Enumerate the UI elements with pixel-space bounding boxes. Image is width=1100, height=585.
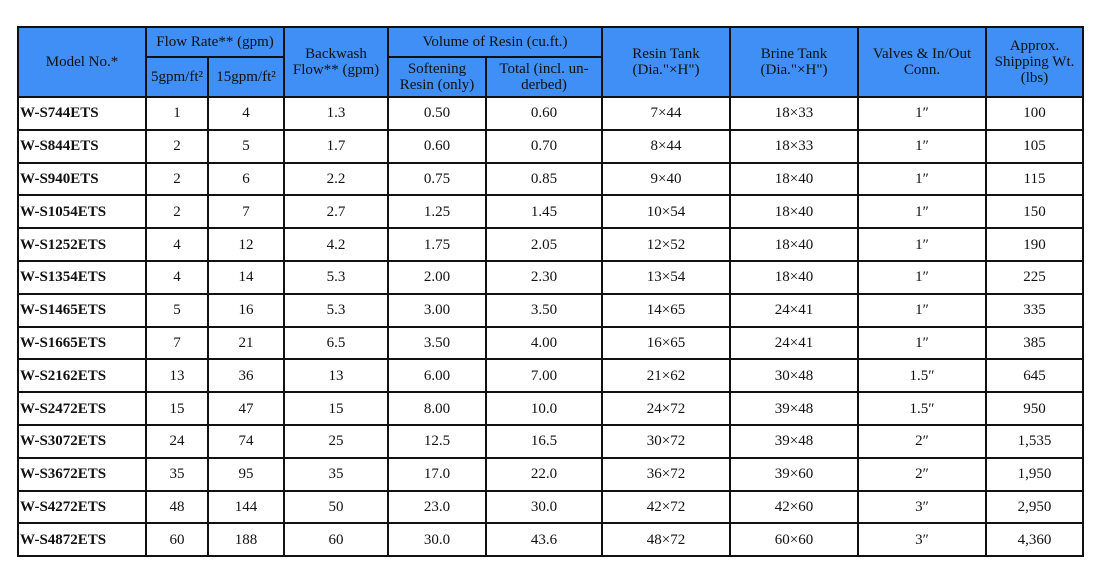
header-flow-15gpm: 15gpm/ft² xyxy=(208,57,284,97)
cell-weight: 150 xyxy=(986,195,1083,228)
cell-backwash: 35 xyxy=(284,458,388,491)
cell-resin-tank: 8×44 xyxy=(602,130,730,163)
table-row xyxy=(18,392,1083,425)
cell-flow-15gpm: 12 xyxy=(208,228,284,261)
cell-flow-15gpm: 95 xyxy=(208,458,284,491)
cell-total-resin: 2.30 xyxy=(486,261,602,294)
cell-flow-5gpm: 60 xyxy=(146,523,208,556)
cell-flow-15gpm: 21 xyxy=(208,327,284,360)
cell-total-resin: 10.0 xyxy=(486,392,602,425)
cell-weight: 335 xyxy=(986,294,1083,327)
cell-brine-tank: 60×60 xyxy=(730,523,858,556)
cell-backwash: 25 xyxy=(284,425,388,458)
cell-model: W-S4272ETS xyxy=(18,491,146,524)
cell-backwash: 2.2 xyxy=(284,163,388,196)
cell-brine-tank: 18×33 xyxy=(730,130,858,163)
header-resin-volume: Volume of Resin (cu.ft.) xyxy=(388,27,602,57)
cell-flow-5gpm: 5 xyxy=(146,294,208,327)
spec-table xyxy=(17,26,1084,557)
cell-weight: 645 xyxy=(986,359,1083,392)
cell-resin-tank: 42×72 xyxy=(602,491,730,524)
cell-flow-5gpm: 35 xyxy=(146,458,208,491)
header-model: Model No.* xyxy=(18,27,146,97)
cell-flow-5gpm: 4 xyxy=(146,261,208,294)
cell-valves: 2″ xyxy=(858,458,986,491)
cell-resin-tank: 36×72 xyxy=(602,458,730,491)
cell-softening-resin: 2.00 xyxy=(388,261,486,294)
cell-total-resin: 16.5 xyxy=(486,425,602,458)
cell-valves: 1″ xyxy=(858,97,986,130)
cell-brine-tank: 18×40 xyxy=(730,163,858,196)
cell-softening-resin: 0.60 xyxy=(388,130,486,163)
cell-weight: 100 xyxy=(986,97,1083,130)
header-total-resin: Total (incl. un-derbed) xyxy=(486,57,602,97)
cell-resin-tank: 10×54 xyxy=(602,195,730,228)
cell-backwash: 1.3 xyxy=(284,97,388,130)
cell-backwash: 2.7 xyxy=(284,195,388,228)
cell-weight: 1,535 xyxy=(986,425,1083,458)
cell-brine-tank: 24×41 xyxy=(730,327,858,360)
cell-model: W-S3072ETS xyxy=(18,425,146,458)
cell-valves: 1″ xyxy=(858,261,986,294)
cell-valves: 1″ xyxy=(858,327,986,360)
cell-softening-resin: 30.0 xyxy=(388,523,486,556)
cell-flow-15gpm: 36 xyxy=(208,359,284,392)
cell-total-resin: 0.85 xyxy=(486,163,602,196)
cell-brine-tank: 24×41 xyxy=(730,294,858,327)
table-row xyxy=(18,228,1083,261)
cell-flow-15gpm: 14 xyxy=(208,261,284,294)
cell-flow-5gpm: 13 xyxy=(146,359,208,392)
cell-weight: 1,950 xyxy=(986,458,1083,491)
cell-brine-tank: 18×40 xyxy=(730,228,858,261)
cell-backwash: 4.2 xyxy=(284,228,388,261)
header-flow-5gpm: 5gpm/ft² xyxy=(146,57,208,97)
cell-total-resin: 3.50 xyxy=(486,294,602,327)
header-weight: Approx. Shipping Wt. (lbs) xyxy=(986,27,1083,97)
cell-flow-5gpm: 1 xyxy=(146,97,208,130)
table-row xyxy=(18,523,1083,556)
header-softening-resin: Softening Resin (only) xyxy=(388,57,486,97)
cell-flow-5gpm: 15 xyxy=(146,392,208,425)
cell-brine-tank: 18×40 xyxy=(730,261,858,294)
header-backwash: Backwash Flow** (gpm) xyxy=(284,27,388,97)
cell-valves: 1″ xyxy=(858,163,986,196)
cell-model: W-S940ETS xyxy=(18,163,146,196)
cell-backwash: 60 xyxy=(284,523,388,556)
cell-flow-5gpm: 2 xyxy=(146,130,208,163)
cell-backwash: 5.3 xyxy=(284,261,388,294)
cell-resin-tank: 14×65 xyxy=(602,294,730,327)
cell-valves: 1.5″ xyxy=(858,392,986,425)
table-body xyxy=(18,97,1083,556)
cell-model: W-S1252ETS xyxy=(18,228,146,261)
cell-flow-5gpm: 48 xyxy=(146,491,208,524)
cell-model: W-S1354ETS xyxy=(18,261,146,294)
cell-brine-tank: 18×33 xyxy=(730,97,858,130)
table-row xyxy=(18,294,1083,327)
cell-flow-15gpm: 16 xyxy=(208,294,284,327)
table-row xyxy=(18,261,1083,294)
cell-softening-resin: 1.75 xyxy=(388,228,486,261)
cell-brine-tank: 18×40 xyxy=(730,195,858,228)
cell-weight: 950 xyxy=(986,392,1083,425)
table-row xyxy=(18,359,1083,392)
cell-resin-tank: 13×54 xyxy=(602,261,730,294)
cell-resin-tank: 30×72 xyxy=(602,425,730,458)
cell-valves: 1″ xyxy=(858,195,986,228)
cell-brine-tank: 39×48 xyxy=(730,392,858,425)
cell-weight: 225 xyxy=(986,261,1083,294)
cell-total-resin: 0.70 xyxy=(486,130,602,163)
cell-total-resin: 22.0 xyxy=(486,458,602,491)
cell-softening-resin: 12.5 xyxy=(388,425,486,458)
cell-model: W-S1054ETS xyxy=(18,195,146,228)
cell-model: W-S2162ETS xyxy=(18,359,146,392)
table-row xyxy=(18,425,1083,458)
table-row xyxy=(18,195,1083,228)
cell-model: W-S2472ETS xyxy=(18,392,146,425)
header-resin-tank: Resin Tank (Dia."×H") xyxy=(602,27,730,97)
cell-resin-tank: 7×44 xyxy=(602,97,730,130)
cell-backwash: 1.7 xyxy=(284,130,388,163)
cell-backwash: 13 xyxy=(284,359,388,392)
table-row xyxy=(18,97,1083,130)
cell-model: W-S1665ETS xyxy=(18,327,146,360)
header-brine-tank: Brine Tank (Dia."×H") xyxy=(730,27,858,97)
cell-softening-resin: 0.75 xyxy=(388,163,486,196)
cell-softening-resin: 1.25 xyxy=(388,195,486,228)
cell-flow-5gpm: 24 xyxy=(146,425,208,458)
cell-resin-tank: 21×62 xyxy=(602,359,730,392)
cell-softening-resin: 3.50 xyxy=(388,327,486,360)
cell-weight: 4,360 xyxy=(986,523,1083,556)
cell-brine-tank: 42×60 xyxy=(730,491,858,524)
cell-flow-5gpm: 4 xyxy=(146,228,208,261)
cell-total-resin: 30.0 xyxy=(486,491,602,524)
cell-weight: 2,950 xyxy=(986,491,1083,524)
cell-backwash: 50 xyxy=(284,491,388,524)
cell-flow-15gpm: 5 xyxy=(208,130,284,163)
cell-resin-tank: 16×65 xyxy=(602,327,730,360)
table-row xyxy=(18,458,1083,491)
cell-flow-15gpm: 6 xyxy=(208,163,284,196)
cell-valves: 1″ xyxy=(858,228,986,261)
cell-weight: 385 xyxy=(986,327,1083,360)
cell-valves: 1.5″ xyxy=(858,359,986,392)
cell-resin-tank: 9×40 xyxy=(602,163,730,196)
cell-flow-5gpm: 2 xyxy=(146,195,208,228)
cell-valves: 1″ xyxy=(858,294,986,327)
header-valves: Valves & In/Out Conn. xyxy=(858,27,986,97)
cell-total-resin: 7.00 xyxy=(486,359,602,392)
cell-model: W-S844ETS xyxy=(18,130,146,163)
header-flow-rate: Flow Rate** (gpm) xyxy=(146,27,284,57)
cell-softening-resin: 17.0 xyxy=(388,458,486,491)
cell-weight: 190 xyxy=(986,228,1083,261)
cell-softening-resin: 3.00 xyxy=(388,294,486,327)
cell-total-resin: 1.45 xyxy=(486,195,602,228)
cell-backwash: 6.5 xyxy=(284,327,388,360)
cell-weight: 115 xyxy=(986,163,1083,196)
cell-resin-tank: 24×72 xyxy=(602,392,730,425)
cell-softening-resin: 6.00 xyxy=(388,359,486,392)
cell-resin-tank: 12×52 xyxy=(602,228,730,261)
cell-brine-tank: 39×48 xyxy=(730,425,858,458)
cell-flow-15gpm: 188 xyxy=(208,523,284,556)
cell-total-resin: 43.6 xyxy=(486,523,602,556)
cell-backwash: 5.3 xyxy=(284,294,388,327)
cell-model: W-S3672ETS xyxy=(18,458,146,491)
cell-resin-tank: 48×72 xyxy=(602,523,730,556)
cell-total-resin: 4.00 xyxy=(486,327,602,360)
cell-model: W-S4872ETS xyxy=(18,523,146,556)
cell-valves: 3″ xyxy=(858,491,986,524)
cell-brine-tank: 30×48 xyxy=(730,359,858,392)
cell-flow-15gpm: 47 xyxy=(208,392,284,425)
cell-flow-5gpm: 7 xyxy=(146,327,208,360)
cell-flow-5gpm: 2 xyxy=(146,163,208,196)
cell-brine-tank: 39×60 xyxy=(730,458,858,491)
cell-model: W-S744ETS xyxy=(18,97,146,130)
cell-valves: 1″ xyxy=(858,130,986,163)
cell-backwash: 15 xyxy=(284,392,388,425)
cell-weight: 105 xyxy=(986,130,1083,163)
table-row xyxy=(18,163,1083,196)
cell-valves: 2″ xyxy=(858,425,986,458)
cell-flow-15gpm: 144 xyxy=(208,491,284,524)
table-row xyxy=(18,130,1083,163)
cell-softening-resin: 8.00 xyxy=(388,392,486,425)
table-row xyxy=(18,491,1083,524)
cell-softening-resin: 23.0 xyxy=(388,491,486,524)
table-row xyxy=(18,327,1083,360)
cell-model: W-S1465ETS xyxy=(18,294,146,327)
cell-flow-15gpm: 4 xyxy=(208,97,284,130)
cell-total-resin: 0.60 xyxy=(486,97,602,130)
cell-total-resin: 2.05 xyxy=(486,228,602,261)
cell-flow-15gpm: 74 xyxy=(208,425,284,458)
cell-valves: 3″ xyxy=(858,523,986,556)
table-header xyxy=(18,27,1083,97)
cell-flow-15gpm: 7 xyxy=(208,195,284,228)
cell-softening-resin: 0.50 xyxy=(388,97,486,130)
